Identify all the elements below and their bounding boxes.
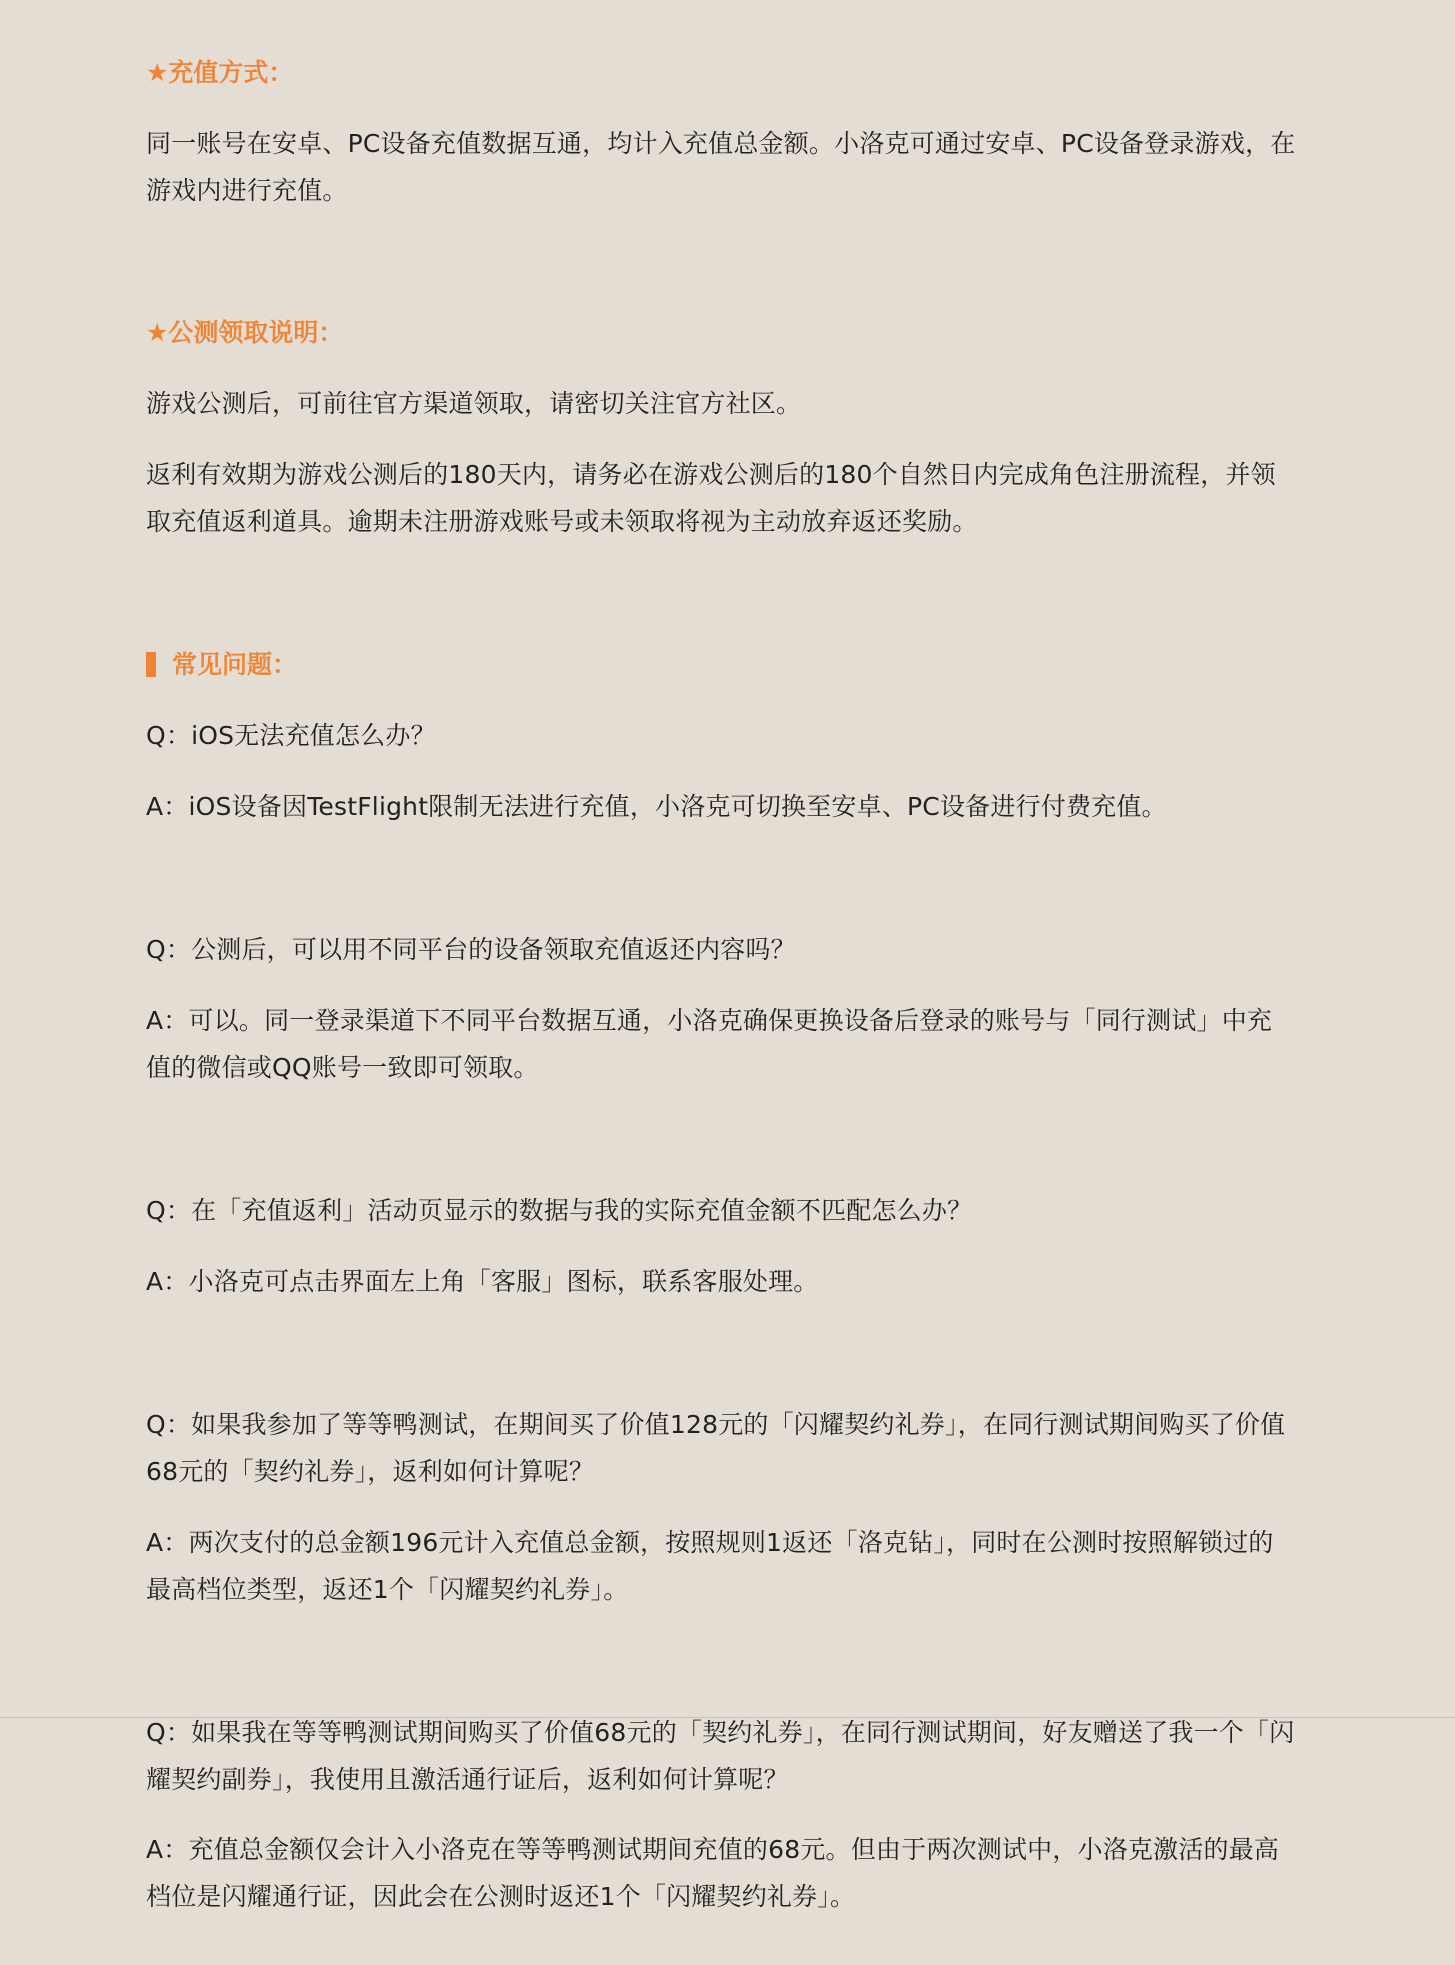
divider-line	[0, 1717, 1455, 1718]
bar-icon	[146, 652, 156, 677]
faq-answer: A：可以。同一登录渠道下不同平台数据互通，小洛克确保更换设备后登录的账号与「同行测试」中充值的微信或QQ账号一致即可领取。	[146, 1006, 1273, 1082]
recharge-method-heading: ★充值方式：	[146, 58, 294, 87]
faq-question: Q：公测后，可以用不同平台的设备领取充值返还内容吗？	[146, 935, 796, 964]
faq-question: Q：如果我参加了等等鸭测试，在期间买了价值128元的「闪耀契约礼券」，在同行测试期间购买了价值68元的「契约礼券」，返利如何计算呢？	[146, 1410, 1286, 1486]
faq-answer: A：iOS设备因TestFlight限制无法进行充值，小洛克可切换至安卓、PC设备进行付费充值。	[146, 792, 1167, 821]
recharge-method-text: 同一账号在安卓、PC设备充值数据互通，均计入充值总金额。小洛克可通过安卓、PC设备登录游戏，在游戏内进行充值。	[146, 129, 1296, 205]
faq-question: Q：iOS无法充值怎么办？	[146, 721, 436, 750]
faq-heading-label: 常见问题：	[172, 650, 298, 679]
faq-heading	[146, 648, 297, 682]
public-test-text-2: 返利有效期为游戏公测后的180天内，请务必在游戏公测后的180个自然日内完成角色注册流程，并领取充值返利道具。逾期未注册游戏账号或未领取将视为主动放弃返还奖励。	[146, 460, 1276, 536]
faq-question: Q：在「充值返利」活动页显示的数据与我的实际充值金额不匹配怎么办？	[146, 1196, 973, 1225]
public-test-text-1: 游戏公测后，可前往官方渠道领取，请密切关注官方社区。	[146, 389, 802, 418]
faq-question: Q：如果我在等等鸭测试期间购买了价值68元的「契约礼券」，在同行测试期间，好友赠送了我一个「闪耀契约副券」，我使用且激活通行证后，返利如何计算呢？	[146, 1718, 1295, 1794]
faq-answer: A：两次支付的总金额196元计入充值总金额，按照规则1返还「洛克钻」，同时在公测时按照解锁过的最高档位类型，返还1个「闪耀契约礼券」。	[146, 1528, 1274, 1604]
public-test-heading: ★公测领取说明：	[146, 318, 344, 347]
faq-answer: A：小洛克可点击界面左上角「客服」图标，联系客服处理。	[146, 1267, 819, 1296]
faq-answer: A：充值总金额仅会计入小洛克在等等鸭测试期间充值的68元。但由于两次测试中，小洛克激活的最高档位是闪耀通行证，因此会在公测时返还1个「闪耀契约礼券」。	[146, 1835, 1280, 1911]
